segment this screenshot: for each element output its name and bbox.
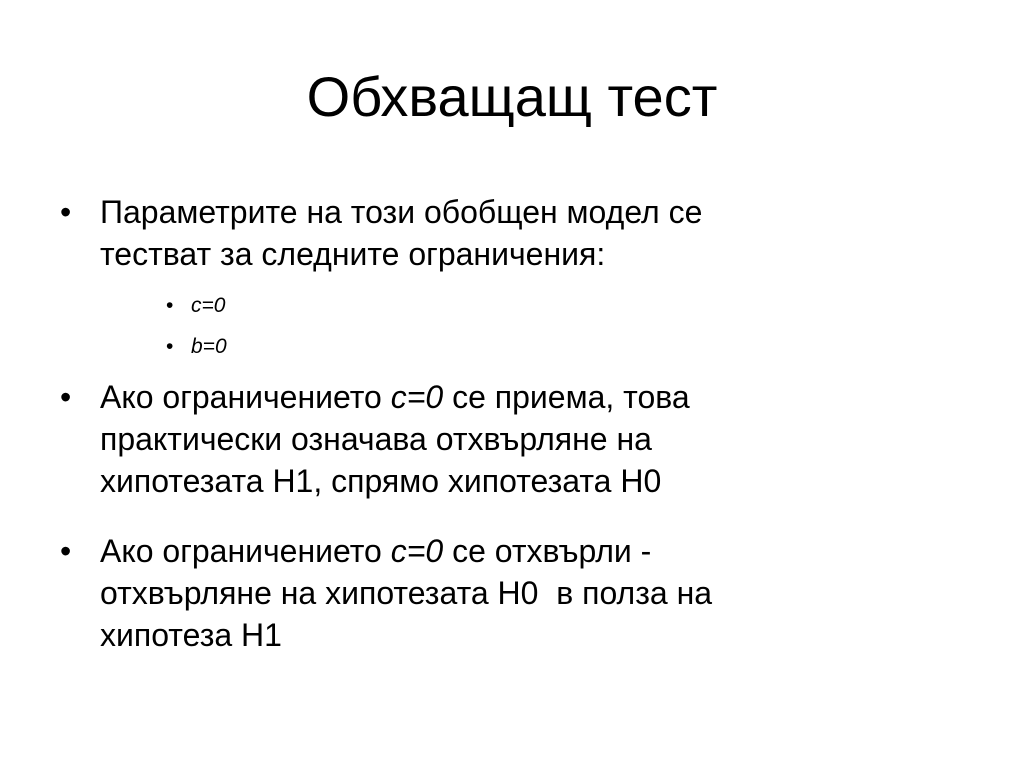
bullet-icon: •: [60, 194, 72, 230]
sub-bullet-icon: •: [166, 294, 174, 317]
bullet-3-text-italic: c=0: [390, 533, 444, 569]
bullet-2-line-3: хипотезата Н1, спрямо хипотезата Н0: [100, 463, 662, 499]
bullet-3-line-3: хипотеза Н1: [100, 617, 282, 653]
bullet-1-line-2: тестват за следните ограничения:: [100, 236, 606, 272]
bullet-2-text-post: се приема, това: [443, 379, 690, 415]
slide-title: Обхващащ тест: [306, 65, 718, 128]
sub-bullet-text: c=0: [191, 294, 226, 317]
sub-bullet-icon: •: [166, 335, 174, 358]
bullet-2-text-pre: Ако ограничението: [100, 379, 391, 415]
sub-bullet-item-2: [166, 333, 227, 361]
sub-bullet-text: b=0: [191, 335, 227, 358]
sub-bullet-item-1: [166, 292, 226, 320]
bullet-2-line-1: [100, 376, 900, 418]
bullet-icon: •: [60, 533, 72, 569]
bullet-1-line-1: Параметрите на този обобщен модел се: [100, 194, 703, 230]
bullet-2-text-italic: c=0: [390, 379, 444, 415]
bullet-3-line-2: отхвърляне на хипотезата Н0 в полза на: [100, 575, 713, 611]
bullet-3-text-post: се отхвърли -: [443, 533, 652, 569]
bullet-3-text-pre: Ако ограничението: [100, 533, 391, 569]
bullet-item-3: [60, 530, 900, 656]
bullet-item-1: [60, 191, 900, 275]
bullet-2-line-2: практически означава отхвърляне на: [100, 421, 652, 457]
bullet-icon: •: [60, 379, 72, 415]
bullet-3-line-1: [100, 530, 900, 572]
bullet-item-2: [60, 376, 900, 502]
